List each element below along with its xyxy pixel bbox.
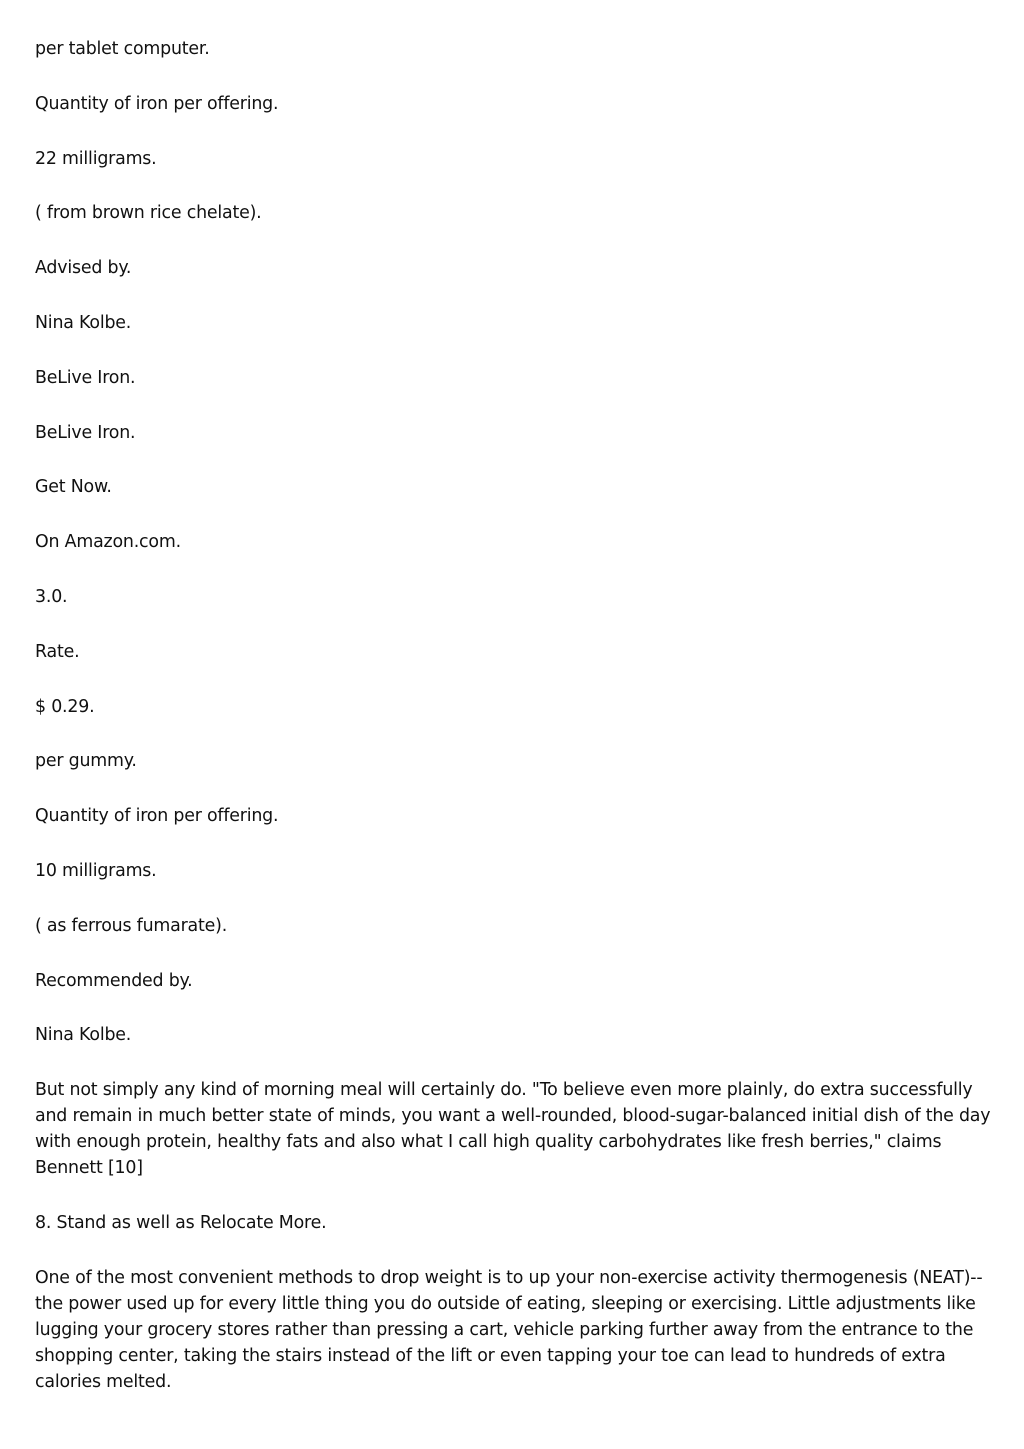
text-line: 10 milligrams.	[35, 860, 157, 881]
text-line: Nina Kolbe.	[35, 1025, 132, 1046]
text-line: Quantity of iron per offering.	[35, 93, 279, 114]
text-line: Recommended by.	[35, 970, 193, 991]
section-heading: 8. Stand as well as Relocate More.	[35, 1212, 327, 1233]
text-line: ( from brown rice chelate).	[35, 203, 262, 224]
text-line: Nina Kolbe.	[35, 312, 132, 333]
text-line: Quantity of iron per offering.	[35, 806, 279, 827]
text-line: $ 0.29.	[35, 696, 95, 717]
document-body	[35, 36, 995, 1424]
neat-paragraph: One of the most convenient methods to drop weight is to up your non-exercise activity thermogenesis (NEAT)--the power used up for every little thing you do outside of eating, sleeping or exercising. Little adjustments like lugging your grocery stores rather than pressing a cart, vehicle parking further away from the entrance to the shopping center, taking the stairs instead of the lift or even tapping your toe can lead to hundreds of extra calories melted.	[35, 1267, 983, 1392]
text-line: BeLive Iron.	[35, 367, 136, 388]
text-line: On Amazon.com.	[35, 532, 181, 553]
text-line: Get Now.	[35, 477, 112, 498]
text-line: BeLive Iron.	[35, 422, 136, 443]
text-line: Advised by.	[35, 258, 132, 279]
breakfast-paragraph: But not simply any kind of morning meal will certainly do. "To believe even more plainly, do extra successfully and remain in much better state of minds, you want a well-rounded, blood-sugar-balanced initial dish of the day with enough protein, healthy fats and also what I call high quality carbohydrates like fresh berries," claims Bennett [10]	[35, 1080, 991, 1179]
text-line: 22 milligrams.	[35, 148, 157, 169]
text-line: per tablet computer.	[35, 39, 210, 59]
text-line: Rate.	[35, 641, 80, 662]
text-line: per gummy.	[35, 751, 137, 772]
text-line: ( as ferrous fumarate).	[35, 915, 228, 936]
text-line: 3.0.	[35, 586, 68, 607]
